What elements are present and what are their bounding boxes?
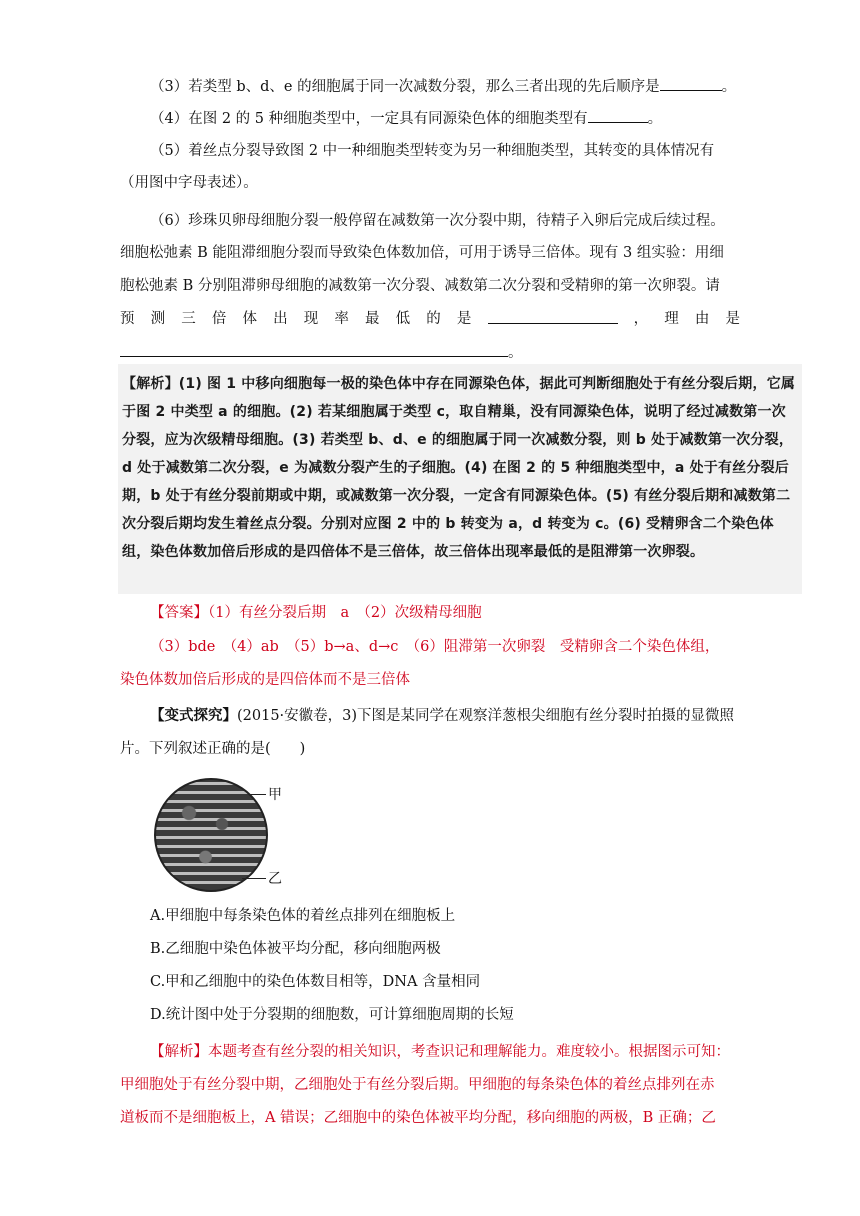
option-b: B.乙细胞中染色体被平均分配，移向细胞两极 — [150, 941, 441, 957]
option-a: A.甲细胞中每条染色体的着丝点排列在细胞板上 — [150, 908, 456, 924]
word: 现 — [303, 311, 319, 327]
period: 。 — [647, 111, 663, 127]
analysis2-line-1: 【解析】本题考查有丝分裂的相关知识，考查识记和理解能力。难度较小。根据图示可知： — [150, 1044, 730, 1060]
analysis-image-block — [118, 364, 802, 594]
question-3-text: （3）若类型 b、d、e 的细胞属于同一次减数分裂，那么三者出现的先后顺序是 — [150, 79, 660, 95]
label-yi: 乙 — [268, 871, 282, 887]
answer-blank-6b — [120, 342, 508, 357]
word: 出 — [273, 311, 288, 327]
question-6-line-4 — [120, 309, 760, 329]
analysis2-line-3: 道板而不是细胞板上，A 错误；乙细胞中的染色体被平均分配，移向细胞的两极，B 正确；乙 — [120, 1110, 716, 1126]
word: 体 — [242, 311, 257, 327]
variant-text: (2015·安徽卷，3)下图是某同学在观察洋葱根尖细胞有丝分裂时拍摄的显微照 — [237, 708, 735, 724]
question-5-line-2: （用图中字母表述）。 — [120, 175, 258, 191]
word: 由 — [694, 311, 710, 327]
word: 的 — [426, 311, 441, 327]
variant-line-1 — [150, 706, 790, 726]
answer-line-3: 染色体数加倍后形成的是四倍体而不是三倍体 — [120, 672, 410, 688]
question-5-line-1: （5）着丝点分裂导致图 2 中一种细胞类型转变为另一种细胞类型，其转变的具体情况有 — [150, 143, 715, 159]
justified-line — [120, 309, 740, 329]
word: ， — [633, 311, 649, 327]
question-6-line-2: 细胞松弛素 B 能阻滞细胞分裂而导致染色体数加倍，可用于诱导三倍体。现有 3 组实验：用细 — [120, 245, 724, 261]
answer-blank-4 — [588, 108, 648, 123]
question-4-text: （4）在图 2 的 5 种细胞类型中，一定具有同源染色体的细胞类型有 — [150, 111, 588, 127]
leader-line-yi — [242, 878, 266, 879]
analysis2-line-2: 甲细胞处于有丝分裂中期，乙细胞处于有丝分裂后期。甲细胞的每条染色体的着丝点排列在赤 — [120, 1077, 715, 1093]
word: 三 — [181, 311, 196, 327]
answer-line-1: 【答案】（1）有丝分裂后期 a （2）次级精母细胞 — [150, 605, 482, 621]
label-jia: 甲 — [268, 787, 282, 803]
question-6-line-1: （6）珍珠贝卵母细胞分裂一般停留在减数第一次分裂中期，待精子入卵后完成后续过程。 — [150, 213, 725, 229]
variant-line-2: 片。下列叙述正确的是( ) — [120, 741, 306, 757]
word: 理 — [664, 311, 679, 327]
micrograph-figure — [150, 772, 290, 892]
answer-blank-6a — [488, 309, 618, 324]
option-d: D.统计图中处于分裂期的细胞数，可计算细胞周期的长短 — [150, 1007, 514, 1023]
word: 是 — [725, 311, 740, 327]
leader-line-jia — [250, 794, 266, 795]
period: 。 — [721, 79, 737, 95]
word: 是 — [456, 311, 472, 327]
word: 测 — [150, 311, 166, 327]
question-6-line-3: 胞松弛素 B 分别阻滞卵母细胞的减数第一次分裂、减数第二次分裂和受精卵的第一次卵裂。请 — [120, 278, 720, 294]
answer-line-2: （3）bde （4）ab （5）b→a、d→c （6）阻滞第一次卵裂 受精卵含二个染色体组， — [150, 639, 720, 655]
period: 。 — [508, 345, 523, 361]
micrograph-image — [154, 778, 268, 892]
word: 最 — [365, 311, 380, 327]
variant-label: 【变式探究】 — [150, 707, 237, 724]
question-3 — [150, 76, 790, 97]
word: 低 — [395, 311, 411, 327]
question-6-line-5 — [120, 342, 760, 363]
word: 率 — [334, 311, 349, 327]
answer-blank-3 — [660, 76, 722, 91]
question-4 — [150, 108, 790, 129]
analysis-text: 【解析】(1) 图 1 中移向细胞每一极的染色体中存在同源染色体，据此可判断细胞处于有丝分裂后期，它属于图 2 中类型 a 的细胞。(2) 若某细胞属于类型 c，取自精巢，没有同源染色体，说明了经过减数第一次分裂，应为次级精母细胞。(3) 若类型 b、d、e 的细胞属于同一次减数分裂，则 b 处于减数第一次分裂，d 处于减数第二次分裂，e 为减数分裂产生的子细胞。(4) 在图 2 的 5 种细胞类型中，a 处于有丝分裂后期，b 处于有丝分裂前期或中期，或减数第一次分裂，一定含有同源染色体。(5) 有丝分裂后期和减数第二次分裂后期均发生着丝点分裂。分别对应图 2 中的 b 转变为 a，d 转变为 c。(6) 受精卵含二个染色体组，染色体数加倍后形成的是四倍体不是三倍体，故三倍体出现率最低的是阻滞第一次卵裂。 — [122, 376, 796, 560]
word: 预 — [120, 311, 135, 327]
word: 倍 — [211, 311, 227, 327]
option-c: C.甲和乙细胞中的染色体数目相等，DNA 含量相同 — [150, 974, 481, 990]
